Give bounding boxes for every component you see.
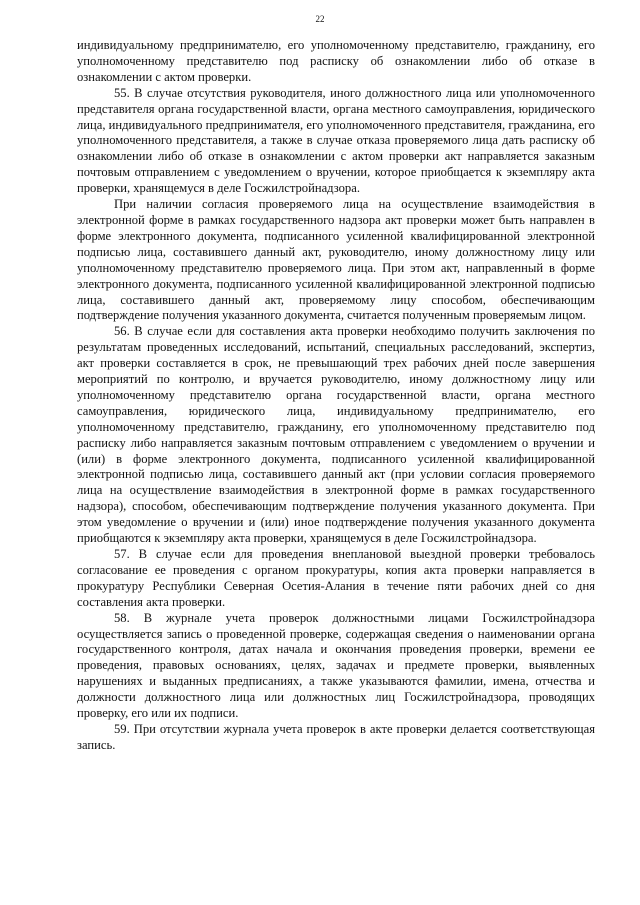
paragraph-continuation: индивидуальному предпринимателю, его уполномоченному представителю, гражданину, его уполномоченному представителю под расписку об ознакомлении либо об отказе в ознакомлении с актом проверки. <box>77 38 595 84</box>
paragraph-electronic-form: При наличии согласия проверяемого лица на осуществление взаимодействия в электронной форме в рамках государственного надзора акт проверки может быть направлен в форме электронного документа, подписанного усиленной квалифицированной электронной подписью лица, составившего данный акт, руководителю, иному должностному лицу или уполномоченному представителю проверяемого лица. При этом акт, направленный в форме электронного документа, подписанного усиленной квалифицированной электронной подписью лица, составившего данный акт, проверяемому лицу способом, обеспечивающим подтверждение получения указанного документа, считается полученным проверяемым лицом. <box>77 197 595 323</box>
paragraph-58: 58. В журнале учета проверок должностными лицами Госжилстройнадзора осуществляется запись о проведенной проверке, содержащая сведения о наименовании органа государственного контроля, датах начала и окончания проведения проверки, времени ее проведения, правовых основаниях, целях, задачах и предмете проверки, выявленных нарушениях и выданных предписаниях, а также указываются фамилии, имена, отчества и должности должностного лица или должностных лиц Госжилстройнадзора, проводящих проверку, его или их подписи. <box>77 610 595 721</box>
paragraph-59: 59. При отсутствии журнала учета проверок в акте проверки делается соответствующая запись. <box>77 721 595 752</box>
document-body <box>77 38 595 754</box>
paragraph-56: 56. В случае если для составления акта проверки необходимо получить заключения по результатам проведенных исследований, испытаний, специальных расследований, экспертиз, акт проверки составляется в срок, не превышающий трех рабочих дней после завершения мероприятий по контролю, и вручается руководителю, иному должностному лицу или уполномоченному представителю органа государственной власти, органа местного самоуправления, юридического лица, индивидуальному предпринимателю, его уполномоченному представителю, гражданину, его уполномоченному представителю под расписку либо направляется заказным почтовым отправлением с уведомлением о вручении и (или) в форме электронного документа, подписанного усиленной квалифицированной электронной подписью лица, составившего данный акт (при условии согласия проверяемого лица на осуществление взаимодействия в электронной форме в рамках государственного надзора), способом, обеспечивающим подтверждение получения указанного документа. При этом уведомление о вручении и (или) иное подтверждение получения указанного документа приобщаются к экземпляру акта проверки, хранящемуся в деле Госжилстройнадзора. <box>77 324 595 546</box>
paragraph-57: 57. В случае если для проведения внеплановой выездной проверки требовалось согласование ее проведения с органом прокуратуры, копия акта проверки направляется в прокуратуру Республики Северная Осетия-Алания в течение пяти рабочих дней со дня составления акта проверки. <box>77 547 595 609</box>
page-number: 22 <box>315 14 325 24</box>
paragraph-55: 55. В случае отсутствия руководителя, иного должностного лица или уполномоченного представителя органа государственной власти, органа местного самоуправления, юридического лица, индивидуального предпринимателя, его уполномоченного представителя, гражданина, его уполномоченного представителя, а также в случае отказа проверяемого лица дать расписку об ознакомлении либо об отказе в ознакомлении с актом проверки акт направляется заказным почтовым отправлением с уведомлением о вручении, которое приобщается к экземпляру акта проверки, хранящемуся в деле Госжилстройнадзора. <box>77 85 595 196</box>
